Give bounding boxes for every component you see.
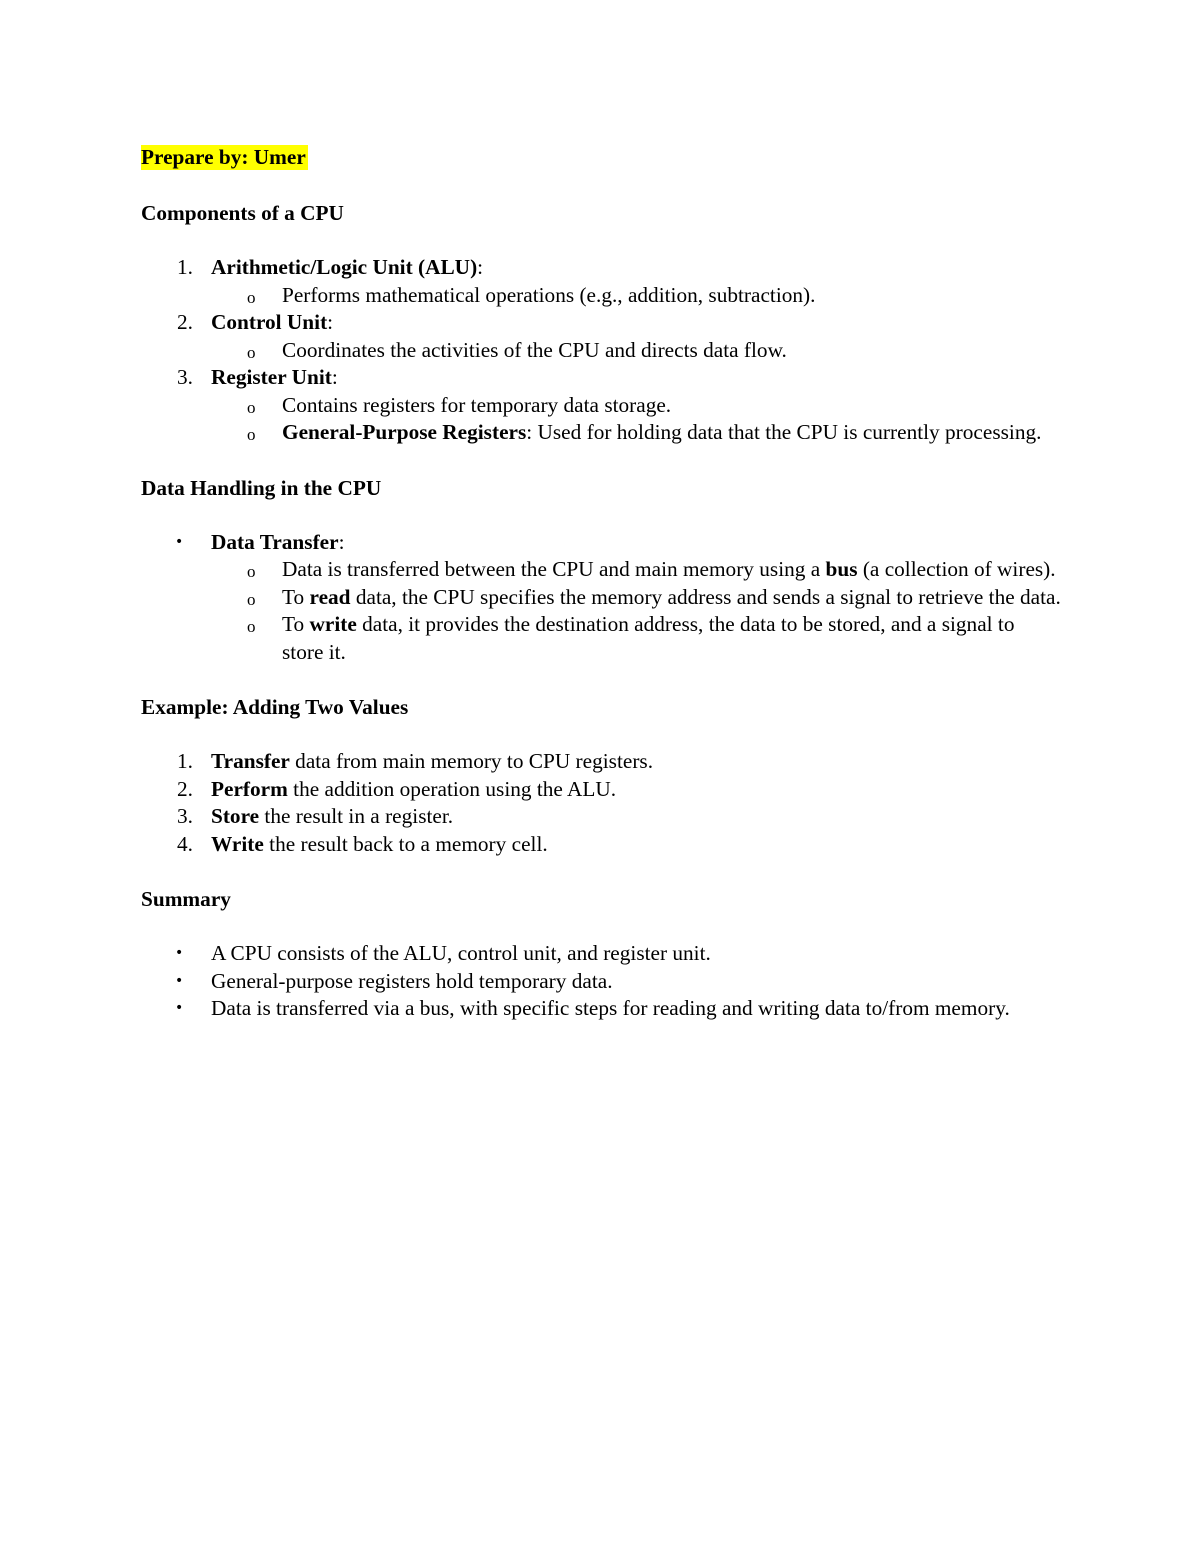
item-suffix: : bbox=[338, 529, 345, 554]
sub-item-bold: read bbox=[309, 584, 351, 609]
list-item bbox=[141, 803, 1061, 831]
list-item bbox=[141, 995, 1061, 1023]
sub-list-item bbox=[141, 419, 1061, 447]
list-item bbox=[141, 968, 1061, 996]
summary-text: General-purpose registers hold temporary data. bbox=[211, 968, 613, 993]
sub-list-item bbox=[141, 337, 1061, 365]
bullet-marker: • bbox=[175, 945, 184, 961]
item-label: Data Transfer bbox=[211, 529, 339, 554]
step-text: the result in a register. bbox=[259, 804, 454, 828]
prepared-by-line bbox=[141, 142, 1061, 172]
sub-list-item bbox=[141, 392, 1061, 420]
sub-item-text: : Used for holding data that the CPU is currently processing. bbox=[526, 420, 1042, 444]
sub-item-text: Data is transferred between the CPU and main memory using a bbox=[282, 557, 826, 581]
list-item bbox=[141, 831, 1061, 859]
sub-item-text: Coordinates the activities of the CPU and directs data flow. bbox=[282, 337, 787, 362]
sub-bullet-marker: o bbox=[247, 342, 256, 362]
example-steps-list bbox=[141, 748, 1061, 858]
bullet-marker: • bbox=[175, 972, 184, 989]
document-body bbox=[141, 142, 1061, 1023]
section-heading-example: Example: Adding Two Values bbox=[141, 695, 409, 719]
step-text: data from main memory to CPU registers. bbox=[289, 749, 654, 773]
prepared-by-highlight: Prepare by: Umer bbox=[141, 145, 306, 169]
list-item bbox=[141, 748, 1061, 776]
list-item bbox=[141, 529, 1061, 667]
list-number: 2. bbox=[177, 776, 193, 801]
item-label: Arithmetic/Logic Unit (ALU) bbox=[211, 255, 478, 279]
sub-item-text: data, it provides the destination address, the data to be stored, and a signal to store it. bbox=[282, 612, 1015, 664]
sub-item-bold: bus bbox=[825, 557, 858, 581]
list-item bbox=[141, 309, 1061, 364]
item-suffix: : bbox=[331, 365, 338, 389]
sub-bullet-marker: o bbox=[247, 425, 256, 444]
sub-bullet-marker: o bbox=[247, 617, 256, 636]
data-handling-list bbox=[141, 529, 1061, 667]
item-label: Register Unit bbox=[211, 365, 332, 389]
section-heading-components: Components of a CPU bbox=[141, 201, 344, 225]
step-verb: Store bbox=[211, 804, 260, 828]
sub-list-item bbox=[141, 556, 1061, 584]
sub-item-bold: General-Purpose Registers bbox=[282, 420, 527, 444]
list-item bbox=[141, 776, 1061, 804]
sub-item-text: data, the CPU specifies the memory address and sends a signal to retrieve the data. bbox=[350, 584, 1061, 609]
sub-item-text: Performs mathematical operations (e.g., addition, subtraction). bbox=[282, 282, 816, 307]
sub-bullet-marker: o bbox=[247, 397, 256, 417]
sub-list-item bbox=[141, 282, 1061, 310]
sub-list bbox=[211, 556, 1061, 666]
list-number: 2. bbox=[177, 310, 193, 334]
list-item bbox=[141, 364, 1061, 447]
sub-list bbox=[211, 392, 1061, 447]
item-suffix: : bbox=[477, 255, 484, 279]
sub-item-text: (a collection of wires). bbox=[857, 557, 1056, 581]
bullet-marker: • bbox=[175, 533, 184, 550]
list-item bbox=[141, 254, 1061, 309]
list-number: 3. bbox=[177, 365, 193, 389]
sub-list bbox=[211, 337, 1061, 365]
step-text: the addition operation using the ALU. bbox=[287, 776, 617, 801]
section-heading-summary: Summary bbox=[141, 887, 231, 911]
sub-list bbox=[211, 282, 1061, 310]
list-number: 1. bbox=[177, 255, 193, 279]
sub-bullet-marker: o bbox=[247, 562, 256, 581]
summary-list bbox=[141, 940, 1061, 1023]
sub-item-text: Contains registers for temporary data storage. bbox=[282, 392, 672, 417]
sub-item-text: To bbox=[282, 584, 310, 609]
list-number: 1. bbox=[177, 749, 193, 773]
sub-bullet-marker: o bbox=[247, 287, 256, 307]
list-number: 3. bbox=[177, 804, 193, 828]
list-number: 4. bbox=[177, 831, 193, 856]
sub-list-item bbox=[141, 611, 1061, 666]
item-suffix: : bbox=[327, 310, 334, 334]
bullet-marker: • bbox=[175, 1000, 184, 1016]
sub-bullet-marker: o bbox=[247, 589, 256, 609]
components-list bbox=[141, 254, 1061, 447]
summary-text: A CPU consists of the ALU, control unit, and register unit. bbox=[211, 941, 711, 965]
sub-item-bold: write bbox=[309, 612, 357, 636]
step-text: the result back to a memory cell. bbox=[263, 831, 548, 856]
list-item bbox=[141, 940, 1061, 968]
step-verb: Perform bbox=[211, 776, 288, 801]
step-verb: Write bbox=[211, 831, 264, 856]
sub-item-text: To bbox=[282, 612, 310, 636]
item-label: Control Unit bbox=[211, 310, 328, 334]
section-heading-data-handling: Data Handling in the CPU bbox=[141, 475, 382, 500]
sub-list-item bbox=[141, 584, 1061, 612]
step-verb: Transfer bbox=[211, 749, 290, 773]
summary-text: Data is transferred via a bus, with specific steps for reading and writing data to/from memory. bbox=[211, 996, 1010, 1020]
